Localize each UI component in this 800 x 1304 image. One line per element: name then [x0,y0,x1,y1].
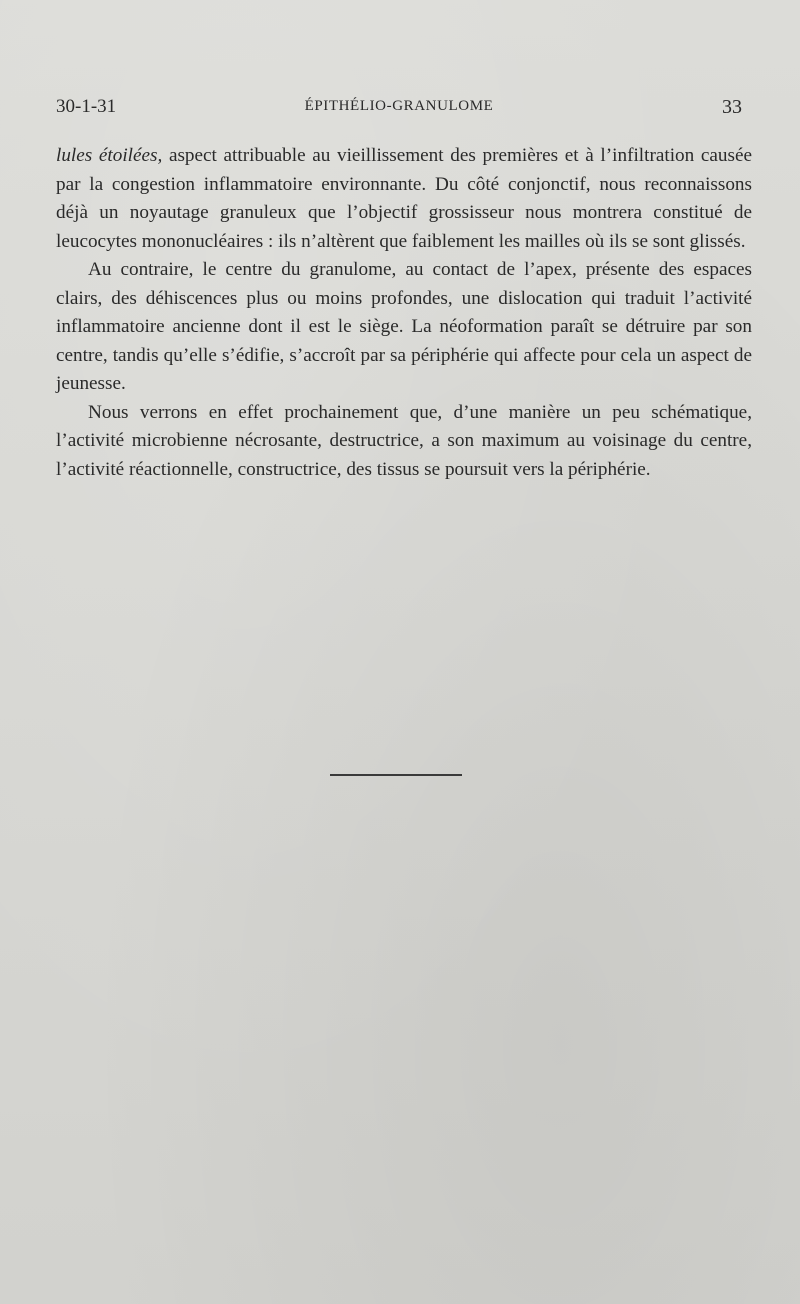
page-number: 33 [722,96,742,118]
page-header [56,96,742,126]
paragraph-1-text: aspect attribuable au vieillissement des premières et à l’infiltration causée par la congestion inflammatoire environnante. Du côté conjonctif, nous reconnaissons déjà un noyautage granuleux que l’objectif grossisseur nous montrera constitué de leucocytes mononucléaires : ils n’altèrent que faiblement les mailles où ils se sont glissés. [56,145,752,252]
folio-signature: 30-1-31 [56,96,117,117]
paragraph-3-text: Nous verrons en effet prochainement que, d’une manière un peu schématique, l’activité microbienne nécrosante, destructrice, a son maximum au voisinage du centre, l’activité réactionnelle, constructrice, des tissus se poursuit vers la périphérie. [56,401,752,480]
paragraph-1 [56,142,752,256]
section-end-rule [330,774,462,776]
running-title: ÉPITHÉLIO-GRANULOME [304,98,494,114]
paragraph-2-text: Au contraire, le centre du granulome, au contact de l’apex, présente des espaces clairs, des déhiscences plus ou moins profondes, une dislocation qui traduit l’activité inflammatoire ancienne dont il est le siège. La néoformation paraît se détruire par son centre, tandis qu’elle s’édifie, s’accroît par sa périphérie qui affecte pour cela un aspect de jeunesse. [56,259,752,394]
paragraph-3 [56,399,752,485]
paragraph-1-italic-lead: lules étoilées, [56,145,163,166]
paragraph-2 [56,256,752,399]
body-text [56,142,752,484]
